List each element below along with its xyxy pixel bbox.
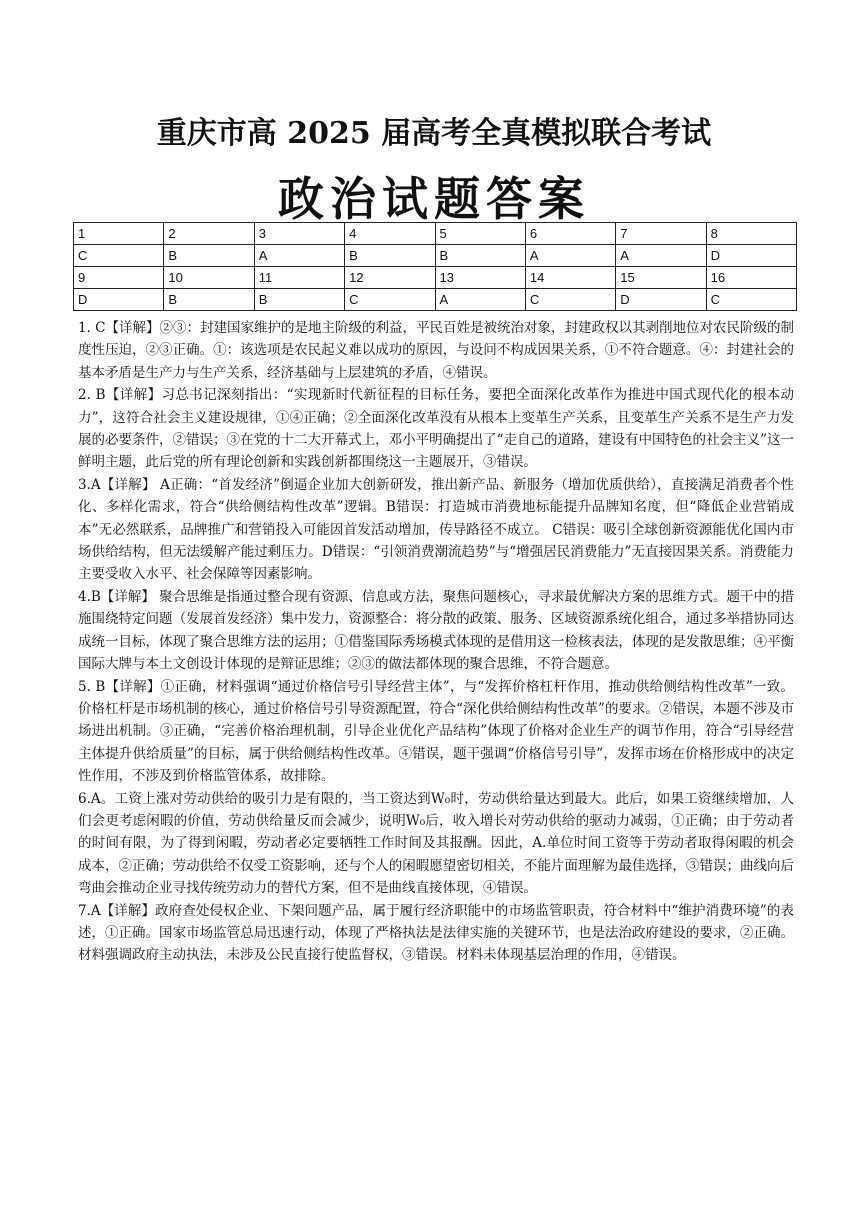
table-cell: 2 [164,223,254,245]
table-cell: 11 [254,267,344,289]
answer-subtitle: 政治试题答案 [278,172,590,226]
table-row-question-numbers [74,223,797,245]
table-cell: C [74,245,164,267]
table-cell: C [525,289,615,311]
table-cell: B [164,245,254,267]
table-cell: B [345,245,435,267]
explanation-q4: 4.B【详解】 聚合思维是指通过整合现有资源、信息或方法，聚焦问题核心，寻求最优解决方案的思维方式。题干中的措施围绕特定问题（发展首发经济）集中发力，资源整合：将分散的政策、服务、区域资源系统化组合，通过多举措协同达成统一目标，体现了聚合思维方法的运用；①借鉴国际秀场模式体现的是借用这一检核表法，体现的是发散思维；④平衡国际大牌与本土文创设计体现的是辩证思维；②③的做法都体现的聚合思维，不符合题意。 [78,588,794,673]
table-cell: 1 [74,223,164,245]
explanation-q1: 1. C【详解】②③：封建国家维护的是地主阶级的利益，平民百姓是被统治对象，封建政权以其剥削地位对农民阶级的制度性压迫，②③正确。①：该选项是农民起义难以成功的原因，与设问不构成因果关系，①不符合题意。④：封建社会的基本矛盾是生产力与生产关系，经济基础与上层建筑的矛盾，④错误。 [78,320,794,381]
table-cell: D [706,245,796,267]
explanation-q5: 5. B【详解】①正确，材料强调“通过价格信号引导经营主体”，与“发挥价格杠杆作用，推动供给侧结构性改革”一致。价格杠杆是市场机制的核心，通过价格信号引导资源配置，符合“深化供给侧结构性改革”的要求。②错误，本题不涉及市场进出机制。③正确，“完善价格治理机制，引导企业优化产品结构”体现了价格对企业生产的调节作用，符合“引导经营主体提升供给质量”的目标，属于供给侧结构性改革。④错误，题干强调“价格信号引导”，发挥市场在价格形成中的决定性作用，不涉及到价格监管体系，故排除。 [78,678,794,785]
table-cell: D [616,289,706,311]
table-cell: 5 [435,223,525,245]
explanations [78,317,794,967]
table-cell: A [435,289,525,311]
table-cell: D [74,289,164,311]
table-cell: 9 [74,267,164,289]
table-cell: A [525,245,615,267]
table-cell: 7 [616,223,706,245]
table-cell: A [254,245,344,267]
table-cell: A [616,245,706,267]
table-cell: C [706,289,796,311]
table-cell: 10 [164,267,254,289]
explanation-q7: 7.A【详解】政府查处侵权企业、下架问题产品，属于履行经济职能中的市场监管职责，符合材料中“维护消费环境”的表述，①正确。国家市场监管总局迅速行动，体现了严格执法是法律实施的关键环节，也是法治政府建设的要求，②正确。材料强调政府主动执法，未涉及公民直接行使监督权，③错误。材料未体现基层治理的作用，④错误。 [78,902,794,964]
table-cell: 13 [435,267,525,289]
table-cell: B [254,289,344,311]
table-cell: B [164,289,254,311]
exam-title: 重庆市高 2025 届高考全真模拟联合考试 [156,116,712,151]
table-cell: 16 [706,267,796,289]
table-cell: 8 [706,223,796,245]
explanation-q6: 6.A。工资上涨对劳动供给的吸引力是有限的，当工资达到W₀时，劳动供给量达到最大。此后，如果工资继续增加，人们会更考虑闲暇的价值，劳动供给量反而会减少，说明W₀后，收入增长对劳动供给的驱动力减弱，①正确；由于劳动者的时间有限，为了得到闲暇，劳动者必定要牺牲工作时间及其报酬。因此，A.单位时间工资等于劳动者取得闲暇的机会成本，②正确；劳动供给不仅受工资影响，还与个人的闲暇愿望密切相关，不能片面理解为最佳选择，③错误；曲线向后弯曲会推动企业寻找传统劳动力的替代方案，但不是曲线直接体现，④错误。 [78,790,794,897]
table-cell: 15 [616,267,706,289]
explanation-q2: 2. B【详解】习总书记深刻指出：“实现新时代新征程的目标任务，要把全面深化改革作为推进中国式现代化的根本动力”，这符合社会主义建设规律，①④正确；②全面深化改革没有从根本上变革生产关系，且变革生产关系不是生产力发展的必要条件，②错误；③在党的十二大开幕式上，邓小平明确提出了“走自己的道路，建设有中国特色的社会主义”这一鲜明主题，此后党的所有理论创新和实践创新都围绕这一主题展开，③错误。 [78,387,794,471]
table-cell: 4 [345,223,435,245]
table-cell: C [345,289,435,311]
table-cell: B [435,245,525,267]
answer-table [73,222,797,311]
table-row-answers [74,289,797,311]
table-cell: 12 [345,267,435,289]
explanation-q3: 3.A【详解】 A正确：“首发经济”倒逼企业加大创新研发，推出新产品、新服务（增加优质供给），直接满足消费者个性化、多样化需求，符合“供给侧结构性改革”逻辑。B错误：打造城市消费地标能提升品牌知名度，但“降低企业营销成本”无必然联系，品牌推广和营销投入可能因首发活动增加，传导路径不成立。 C错误：吸引全球创新资源能优化国内市场供给结构，但无法缓解产能过剩压力。D错误：“引领消费潮流趋势”与“增强居民消费能力”无直接因果关系。消费能力主要受收入水平、社会保障等因素影响。 [78,476,794,583]
table-cell: 6 [525,223,615,245]
table-cell: 14 [525,267,615,289]
table-row-answers [74,245,797,267]
table-cell: 3 [254,223,344,245]
table-row-question-numbers [74,267,797,289]
